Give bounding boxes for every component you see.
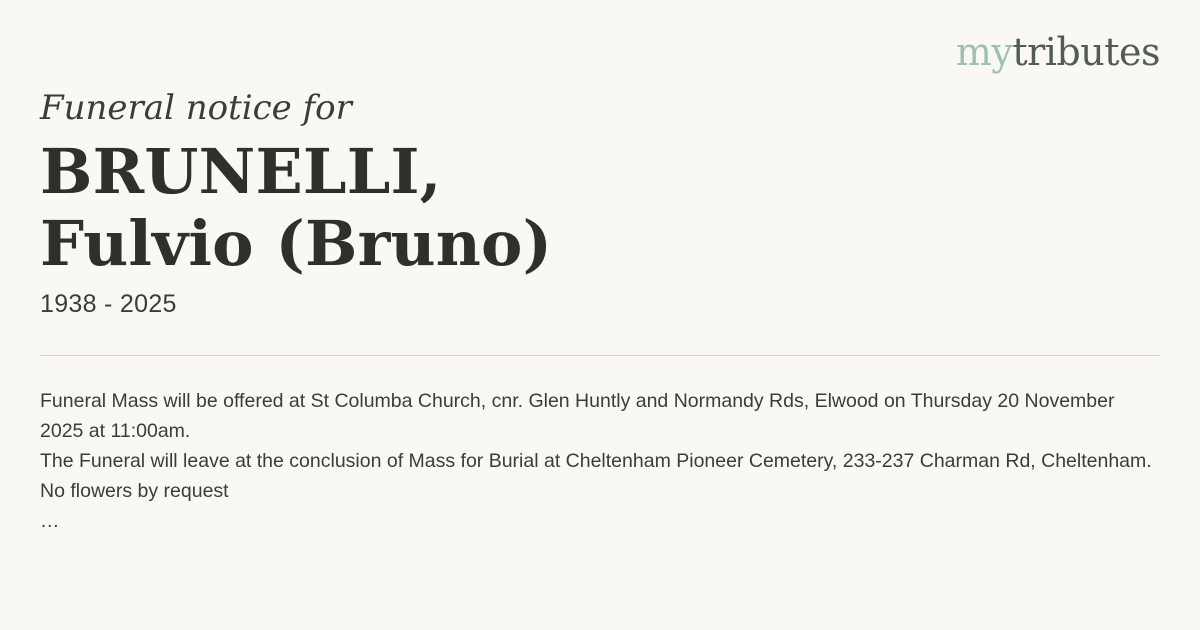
notice-eyebrow: Funeral notice for <box>40 88 352 128</box>
deceased-surname: BRUNELLI, <box>40 135 442 208</box>
mytributes-logo[interactable] <box>955 30 1160 74</box>
notice-body <box>40 386 1158 536</box>
logo-text-tributes: tributes <box>1012 30 1160 74</box>
notice-paragraph-1: Funeral Mass will be offered at St Columba Church, cnr. Glen Huntly and Normandy Rds, Elwood on Thursday 20 November 2025 at 11:00am. <box>40 390 1115 442</box>
notice-paragraph-3: No flowers by request <box>40 480 229 502</box>
page-title <box>40 136 940 280</box>
logo-text-my: my <box>955 30 1013 74</box>
notice-truncation-ellipsis: … <box>40 510 60 532</box>
section-divider <box>40 355 1160 356</box>
life-years: 1938 - 2025 <box>40 290 177 318</box>
notice-paragraph-2: The Funeral will leave at the conclusion of Mass for Burial at Cheltenham Pioneer Cemetery, 233-237 Charman Rd, Cheltenham. <box>40 450 1152 472</box>
deceased-given-names: Fulvio (Bruno) <box>40 206 553 280</box>
